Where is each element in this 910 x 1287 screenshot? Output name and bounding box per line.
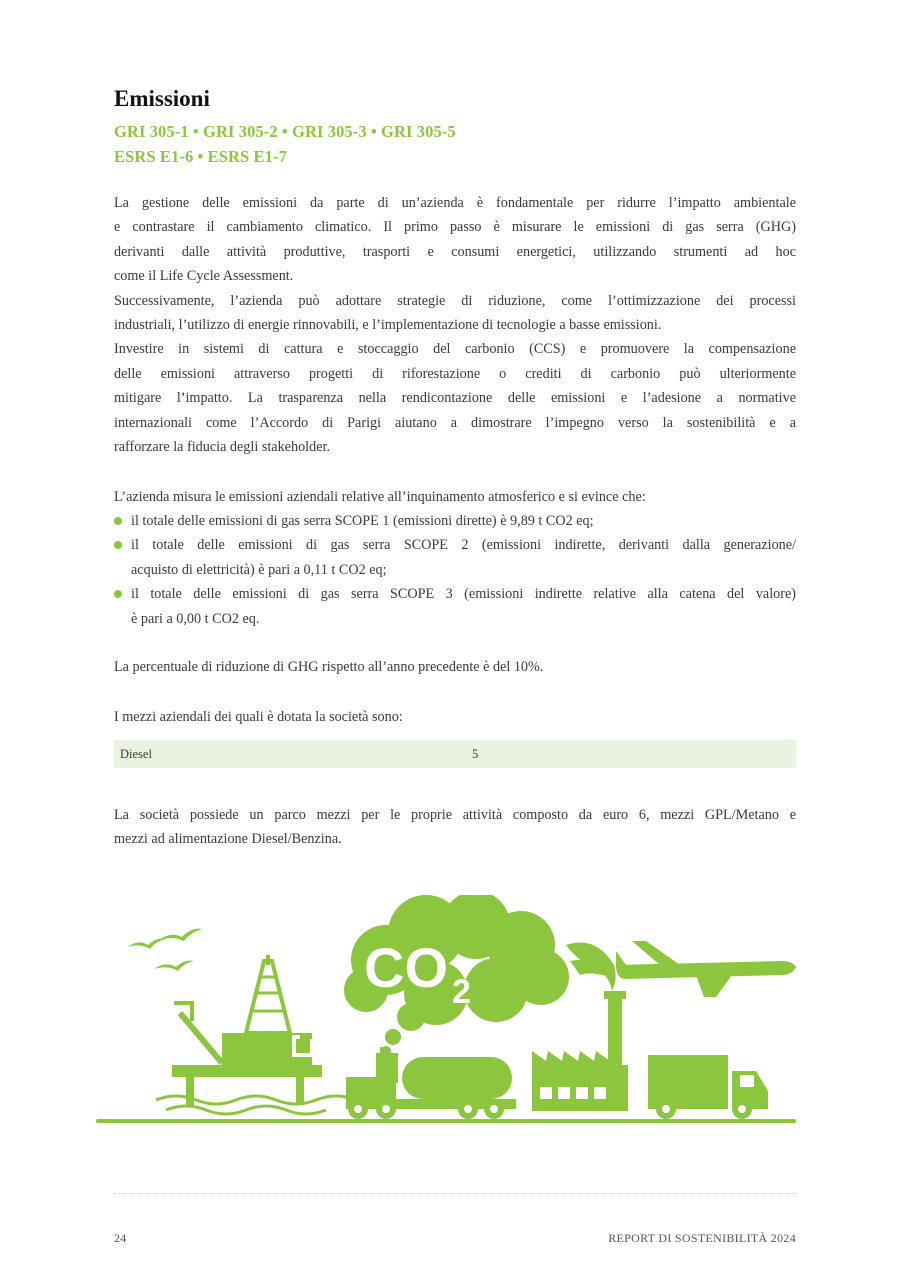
intro-paragraph	[114, 191, 796, 459]
fleet-paragraph	[114, 803, 796, 852]
bird-icon	[154, 961, 194, 971]
intro-line: Successivamente, l’azienda può adottare strategie di riduzione, come l’ottimizzazione dei processi	[114, 292, 796, 309]
intro-line: La gestione delle emissioni da parte di un’azienda è fondamentale per ridurre l’impatto ambientale	[114, 195, 796, 211]
intro-line: e contrastare il cambiamento climatico. Il primo passo è misurare le emissioni di gas serra (GHG)	[114, 219, 796, 236]
intro-line: Investire in sistemi di cattura e stoccaggio del carbonio (CCS) e promuovere la compensazione	[114, 341, 796, 358]
oil-platform-icon	[172, 955, 322, 1105]
measure-intro: L’azienda misura le emissioni aziendali relative all’inquinamento atmosferico e si evince che:	[114, 489, 646, 505]
gri-codes: GRI 305-1 • GRI 305-2 • GRI 305-3 • GRI 305-5	[114, 122, 456, 141]
tanker-truck-icon	[346, 1047, 516, 1119]
list-item-text: il totale delle emissioni di gas serra SCOPE 2 (emissioni indirette, derivanti dalla generazione/	[131, 537, 796, 554]
delivery-truck-icon	[648, 1055, 768, 1119]
vehicle-type: Diesel	[120, 747, 152, 761]
list-item-text: il totale delle emissioni di gas serra SCOPE 3 (emissioni indirette relative alla catena del valore)	[131, 586, 796, 603]
list-item-text: è pari a 0,00 t CO2 eq.	[131, 610, 260, 627]
list-item-text: il totale delle emissioni di gas serra SCOPE 1 (emissioni dirette) è 9,89 t CO2 eq;	[131, 513, 594, 529]
list-item-text: acquisto di elettricità) è pari a 0,11 t CO2 eq;	[131, 561, 387, 578]
list-item	[114, 509, 796, 533]
intro-line: come il Life Cycle Assessment.	[114, 268, 294, 285]
list-item	[114, 582, 796, 631]
wave-icon	[166, 1106, 326, 1114]
emissions-illustration	[96, 895, 816, 1155]
section-title: Emissioni	[114, 86, 210, 111]
cloud-subscript: 2	[452, 973, 471, 1011]
fleet-line: mezzi ad alimentazione Diesel/Benzina.	[114, 831, 342, 848]
fleet-line: La società possiede un parco mezzi per le proprie attività composto da euro 6, mezzi GPL/Metano e	[114, 807, 796, 823]
bullet-icon	[114, 590, 122, 598]
vehicles-intro: I mezzi aziendali dei quali è dotata la società sono:	[114, 709, 403, 725]
cloud-label: CO	[364, 936, 448, 999]
intro-line: mitigare l’impatto. La trasparenza nella rendicontazione delle emissioni e l’adesione a normative	[114, 390, 796, 407]
page-number: 24	[114, 1231, 127, 1245]
vehicles-table-row	[114, 740, 796, 768]
intro-line: rafforzare la fiducia degli stakeholder.	[114, 439, 330, 456]
vehicle-count: 5	[472, 747, 479, 761]
ground-line	[96, 1119, 796, 1123]
report-title: REPORT DI SOSTENIBILITÀ 2024	[608, 1231, 796, 1245]
bird-icon	[128, 939, 166, 949]
factory-icon	[532, 991, 628, 1111]
airplane-icon	[616, 941, 796, 997]
list-item	[114, 533, 796, 582]
intro-line: derivanti dalle attività produttive, trasporti e consumi energetici, utilizzando strumenti ad hoc	[114, 243, 796, 260]
bullet-icon	[114, 541, 122, 549]
intro-line: internazionali come l’Accordo di Parigi aiutano a dimostrare l’impegno verso la sostenibilità e a	[114, 414, 796, 431]
esrs-codes: ESRS E1-6 • ESRS E1-7	[114, 147, 287, 166]
reduction-text: La percentuale di riduzione di GHG rispetto all’anno precedente è del 10%.	[114, 659, 544, 675]
bullet-icon	[114, 517, 122, 525]
intro-line: delle emissioni attraverso progetti di riforestazione o crediti di carbonio può ulteriormente	[114, 365, 796, 382]
footer-divider	[114, 1193, 796, 1194]
scope-list	[114, 509, 796, 631]
intro-line: industriali, l’utilizzo di energie rinnovabili, e l’implementazione di tecnologie a basse emissioni.	[114, 317, 662, 334]
